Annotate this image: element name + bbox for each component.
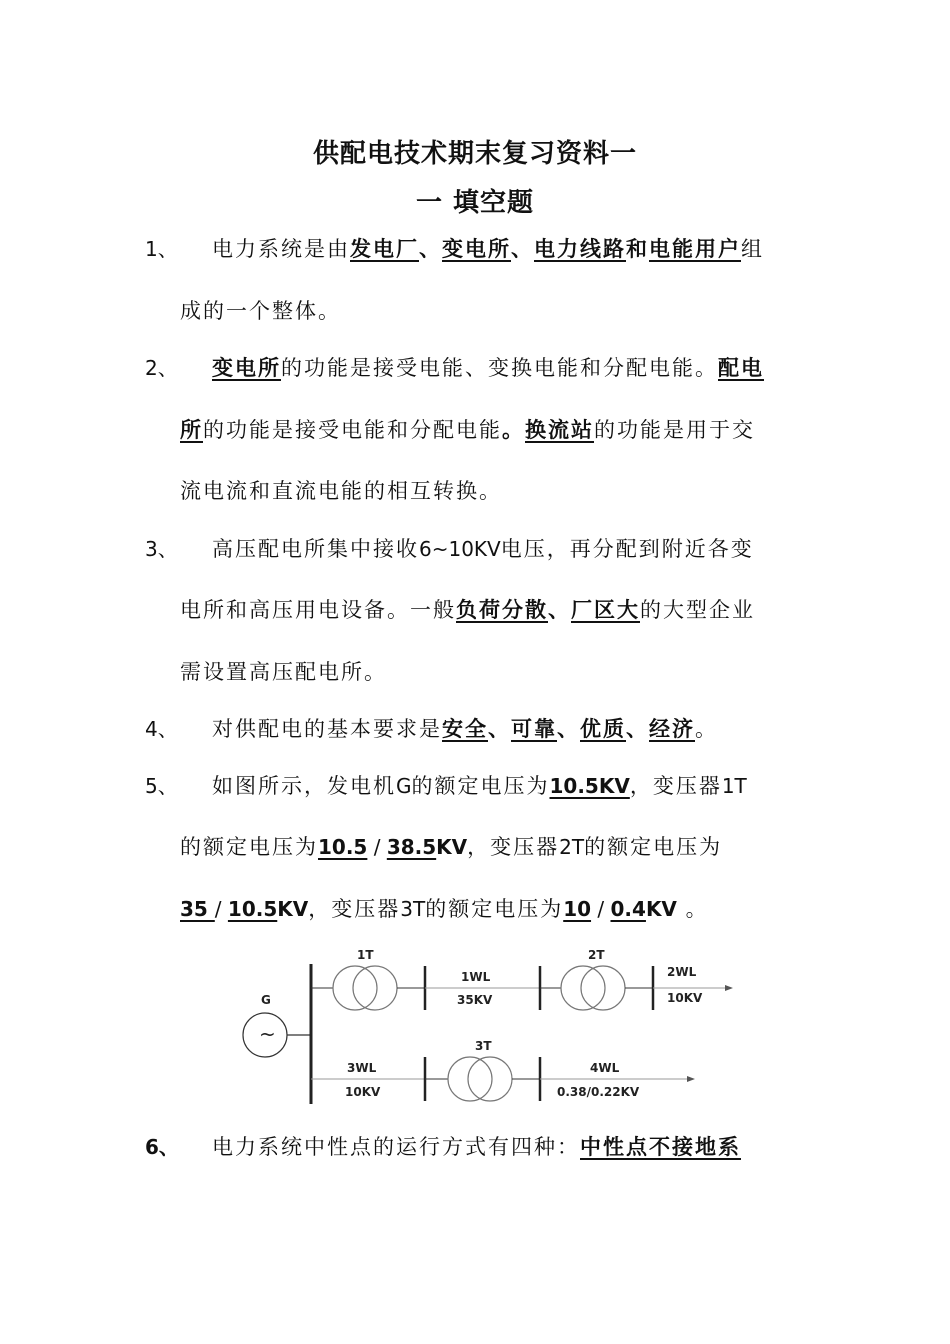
line-1wl-voltage: 35KV — [457, 993, 493, 1007]
question-number: 2、 — [145, 356, 178, 380]
answer-blank: 可靠 — [511, 716, 557, 741]
question-2 — [0, 348, 950, 388]
power-system-diagram — [235, 942, 745, 1112]
question-1 — [0, 229, 950, 269]
answer-blank: 10 — [563, 897, 592, 921]
answer-blank: 发电厂 — [350, 236, 419, 261]
question-4 — [0, 709, 950, 749]
arrow-right-icon — [725, 985, 733, 991]
answer-blank: 0.4 — [610, 897, 646, 921]
answer-blank: 10.5 — [227, 897, 278, 921]
answer-blank: 安全 — [442, 716, 488, 741]
page-title: 供配电技术期末复习资料一 — [312, 139, 637, 169]
question-text: 对供配电的基本要求是安全、可靠、优质、经济。 — [212, 716, 718, 741]
line-3wl-voltage: 10KV — [345, 1085, 381, 1099]
question-text: 如图所示，发电机G的额定电压为10.5KV，变压器1T — [212, 774, 747, 798]
answer-blank: 变电所 — [442, 236, 511, 261]
transformer-2t-icon — [561, 966, 605, 1010]
answer-blank: 所 — [180, 417, 203, 442]
transformer-1t-icon — [333, 966, 377, 1010]
question-5-cont: 35 / 10.5KV，变压器3T的额定电压为10 / 0.4KV 。 — [180, 897, 709, 921]
question-6 — [0, 1127, 950, 1167]
question-5 — [0, 766, 950, 806]
question-number: 4、 — [145, 717, 178, 741]
question-2-cont: 流电流和直流电能的相互转换。 — [180, 479, 502, 503]
answer-blank: 38.5 — [386, 835, 437, 859]
question-2-cont: 所的功能是接受电能和分配电能。换流站的功能是用于交 — [180, 417, 755, 442]
line-2wl-label: 2WL — [667, 965, 697, 979]
generator-label: G — [261, 993, 271, 1007]
line-3wl-label: 3WL — [347, 1061, 377, 1075]
question-text: 电力系统中性点的运行方式有四种：中性点不接地系 — [212, 1134, 741, 1159]
answer-blank: 变电所 — [212, 355, 281, 380]
transformer-3t-label: 3T — [475, 1039, 492, 1053]
answer-blank: 10.5 — [318, 835, 368, 859]
answer-blank: 10.5KV — [549, 774, 630, 798]
question-text: 高压配电所集中接收6~10KV电压，再分配到附近各变 — [212, 537, 754, 561]
question-text: 变电所的功能是接受电能、变换电能和分配电能。配电 — [212, 355, 764, 380]
generator-wave-icon: ~ — [259, 1022, 276, 1046]
answer-blank: 电力线路 — [534, 236, 626, 261]
section-heading: 一 填空题 — [415, 188, 535, 218]
transformer-2t-label: 2T — [588, 948, 605, 962]
line-2wl-voltage: 10KV — [667, 991, 703, 1005]
question-number: 6、 — [145, 1135, 179, 1159]
line-4wl-voltage: 0.38/0.22KV — [557, 1085, 640, 1099]
arrow-right-icon — [687, 1076, 695, 1082]
question-number: 1、 — [145, 237, 178, 261]
answer-blank: 换流站 — [525, 417, 594, 442]
question-text: 电力系统是由发电厂、变电所、电力线路和电能用户组 — [212, 236, 764, 261]
answer-blank: 中性点不接地系 — [580, 1134, 741, 1159]
answer-blank: 经济 — [649, 716, 695, 741]
answer-blank: 优质 — [580, 716, 626, 741]
answer-blank: 配电 — [718, 355, 764, 380]
question-1-cont: 成的一个整体。 — [180, 299, 341, 323]
transformer-3t-icon — [448, 1057, 492, 1101]
answer-blank: 35 — [180, 897, 215, 921]
question-number: 5、 — [145, 774, 178, 798]
answer-blank: 厂区大 — [571, 597, 640, 622]
transformer-1t-label: 1T — [357, 948, 374, 962]
line-4wl-label: 4WL — [590, 1061, 620, 1075]
question-3-cont: 电所和高压用电设备。一般负荷分散、厂区大的大型企业 — [180, 597, 755, 622]
line-1wl-label: 1WL — [461, 970, 491, 984]
question-5-cont: 的额定电压为10.5 / 38.5KV，变压器2T的额定电压为 — [180, 835, 723, 859]
answer-blank: 负荷分散 — [456, 597, 548, 622]
question-number: 3、 — [145, 537, 178, 561]
question-3 — [0, 529, 950, 569]
answer-blank: 电能用户 — [649, 236, 741, 261]
question-3-cont: 需设置高压配电所。 — [180, 660, 387, 684]
